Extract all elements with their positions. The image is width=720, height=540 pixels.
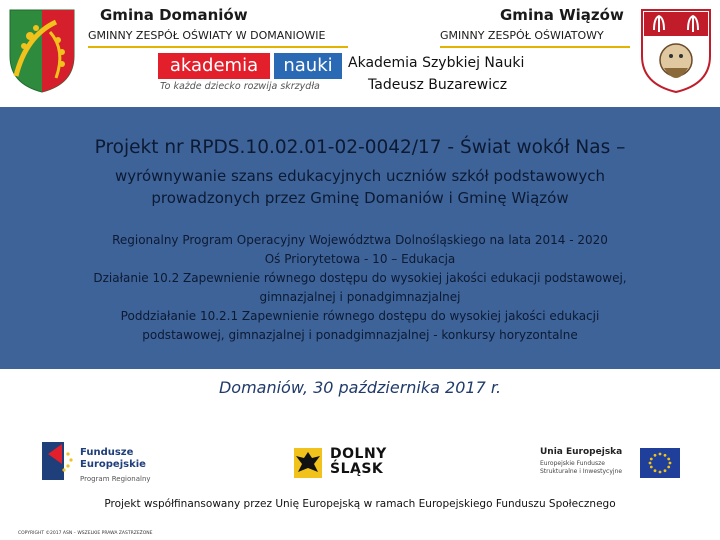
program-line: Oś Priorytetowa - 10 – Edukacja xyxy=(264,252,456,266)
fe-line: Europejskie xyxy=(80,459,146,470)
ds-line: ŚLĄSK xyxy=(330,461,384,477)
program-description xyxy=(0,231,720,345)
ds-line: DOLNY xyxy=(330,446,387,462)
right-gmina-title: Gmina Wiązów xyxy=(500,6,624,24)
logo-tagline: To każde dziecko rozwija skrzydła xyxy=(160,81,320,92)
date-line: Domaniów, 30 października 2017 r. xyxy=(218,378,502,397)
dolny-slask-eagle-icon xyxy=(292,446,324,480)
logo-word-akademia: akademia xyxy=(158,53,270,79)
right-gmina-subtitle: GMINNY ZESPÓŁ OŚWIATOWY xyxy=(440,29,604,42)
copyright-note: COPYRIGHT ©2017 ASN – WSZELKIE PRAWA ZASTRZEŻONE xyxy=(18,531,153,536)
fe-line: Fundusze xyxy=(80,447,134,458)
project-info-band xyxy=(0,107,720,369)
akademia-name: Akademia Szybkiej Nauki xyxy=(348,55,525,71)
fundusze-europejskie-label xyxy=(80,447,146,471)
project-title: Projekt nr RPDS.10.02.01-02-0042/17 - Świat wokół Nas – xyxy=(94,137,626,158)
logo-word-nauki: nauki xyxy=(274,53,342,79)
program-line: Poddziałanie 10.2.1 Zapewnienie równego dostępu do wysokiej jakości edukacji xyxy=(120,309,600,323)
akademia-person: Tadeusz Buzarewicz xyxy=(368,77,508,93)
header-rule-right xyxy=(440,46,630,48)
program-line: Działanie 10.2 Zapewnienie równego dostępu do wysokiej jakości edukacji podstawowej, xyxy=(93,271,627,285)
akademia-nauki-logo xyxy=(158,53,344,93)
fe-program-label: Program Regionalny xyxy=(80,475,151,483)
domaniow-coat-of-arms-icon xyxy=(6,6,78,94)
project-subtitle-line: wyrównywanie szans edukacyjnych uczniów szkół podstawowych xyxy=(115,167,605,185)
wiazow-coat-of-arms-icon xyxy=(638,6,714,94)
left-gmina-subtitle: GMINNY ZESPÓŁ OŚWIATY W DOMANIOWIE xyxy=(88,29,326,42)
unia-europejska-sublabel xyxy=(540,460,638,475)
dolny-slask-label xyxy=(330,447,387,477)
ue-sub-line: Europejskie Fundusze xyxy=(540,460,605,467)
program-line: podstawowej, gimnazjalnej i ponadgimnazjalnej - konkursy horyzontalne xyxy=(142,328,578,342)
ue-sub-line: Strukturalne i Inwestycyjne xyxy=(540,467,623,475)
left-gmina-title: Gmina Domaniów xyxy=(100,6,248,24)
unia-europejska-label: Unia Europejska xyxy=(540,447,623,457)
eu-flag-icon xyxy=(640,448,680,478)
project-subtitle-line: prowadzonych przez Gminę Domaniów i Gminę Wiązów xyxy=(151,189,569,207)
project-subtitle xyxy=(0,165,720,209)
header-rule-left xyxy=(88,46,348,48)
cofinancing-note: Projekt współfinansowany przez Unię Europejską w ramach Europejskiego Funduszu Społecznego xyxy=(104,498,616,510)
program-line: gimnazjalnej i ponadgimnazjalnej xyxy=(259,290,461,304)
program-line: Regionalny Program Operacyjny Województwa Dolnośląskiego na lata 2014 - 2020 xyxy=(112,233,608,247)
fundusze-europejskie-icon xyxy=(40,440,76,484)
